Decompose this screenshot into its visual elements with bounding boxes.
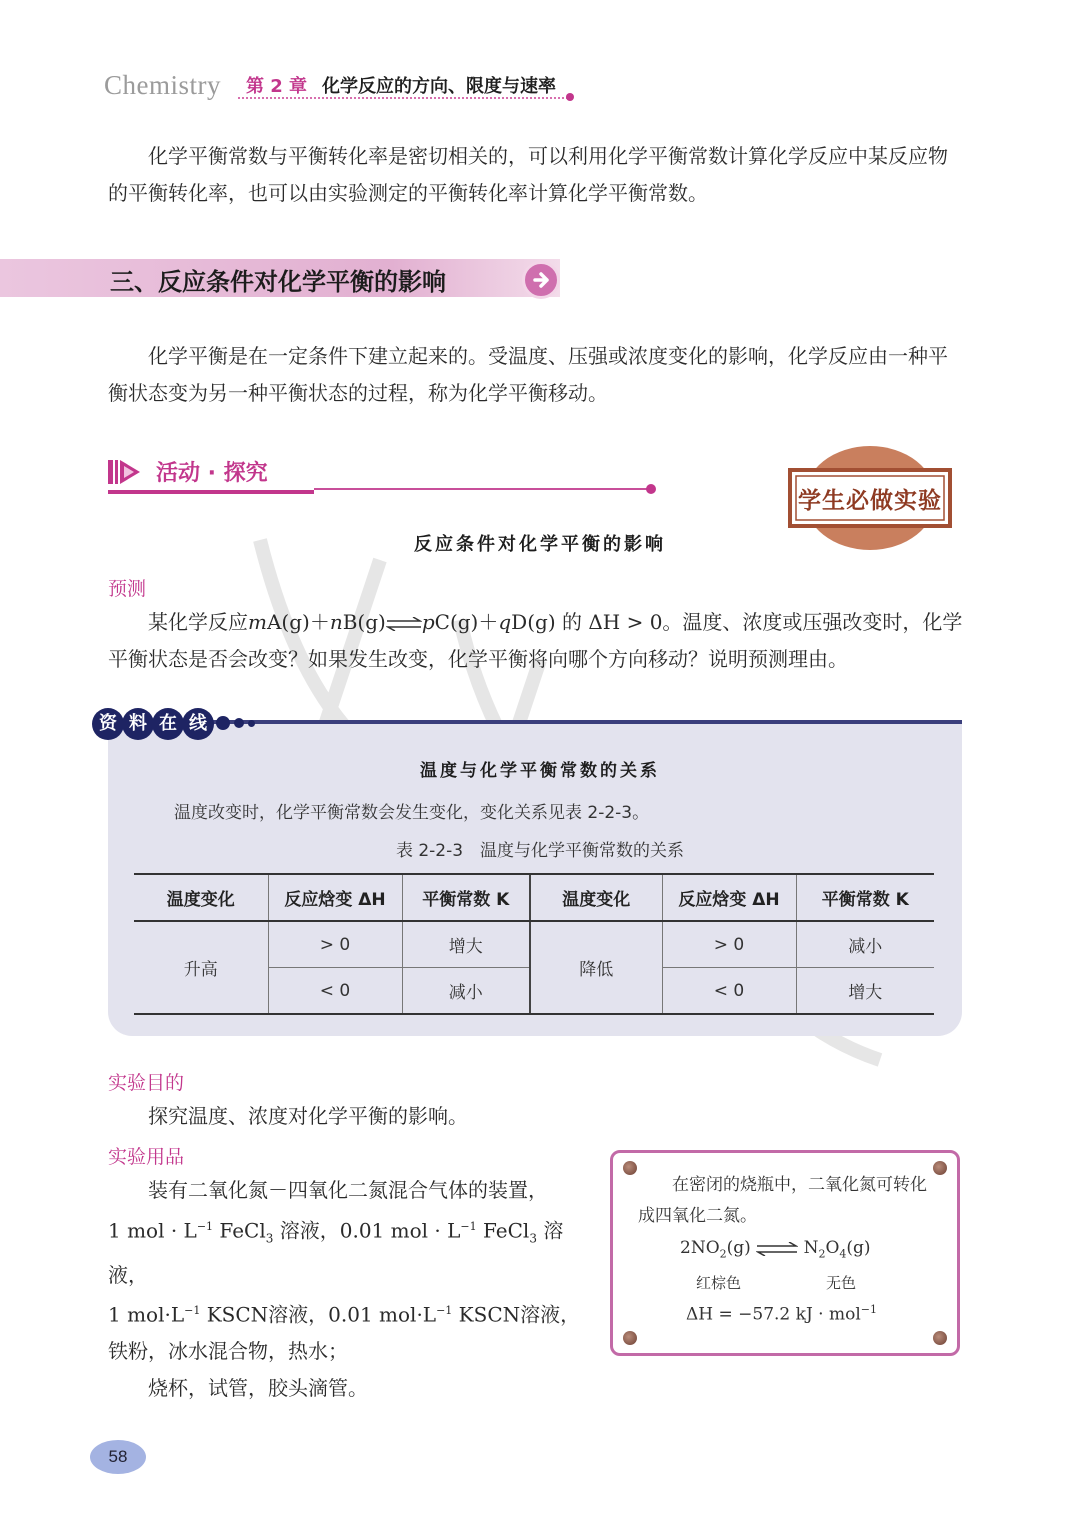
table-cell: 降低	[530, 921, 662, 1014]
table-cell: < 0	[662, 968, 796, 1015]
table-header: 反应焓变 ΔH	[662, 874, 796, 921]
unit: 1 mol·L	[108, 1302, 185, 1327]
side-note-equation: $2NO_2(g)$ $N_2O_4(g)$	[680, 1238, 871, 1261]
solution-label: 溶液，	[108, 1218, 564, 1287]
table-header: 温度变化	[530, 874, 662, 921]
screw-icon	[623, 1161, 637, 1175]
enthalpy-value: ΔH = −57.2 kJ · mol	[686, 1304, 861, 1325]
unit: 0.01 mol · L	[339, 1218, 461, 1243]
equilibrium-arrow-icon	[386, 617, 422, 631]
subject-label: Chemistry	[104, 70, 221, 100]
temperature-k-table	[134, 873, 934, 1015]
materials-line: 1 mol · $L^{-1}$ FeCl$_3$ 溶液，0.01 mol · $L^{-1}$ FeCl$_3$ 溶液，	[108, 1218, 564, 1287]
table-cell: 减小	[402, 968, 530, 1015]
activity-heading: 反应条件对化学平衡的影响	[414, 534, 666, 555]
screw-icon	[933, 1331, 947, 1345]
predict-rest: 的 ΔH > 0。温度、浓度或压强改变时，化学平衡状态是否会改变？如果发生改变，化学平衡将向哪个方向移动？说明预测理由。	[108, 610, 963, 671]
table-header: 平衡常数 K	[796, 874, 934, 921]
activity-underline	[108, 490, 314, 494]
data-online-text: 温度改变时，化学平衡常数会发生变化，变化关系见表 2-2-3。	[174, 803, 650, 823]
materials-label: 实验用品	[108, 1146, 185, 1168]
purpose-text: 探究温度、浓度对化学平衡的影响。	[148, 1104, 468, 1128]
play-icon	[108, 458, 142, 486]
table-row	[134, 921, 934, 968]
header-dot	[566, 93, 574, 101]
table-header: 温度变化	[134, 874, 268, 921]
table-cell: > 0	[268, 921, 402, 968]
table-cell: 减小	[796, 921, 934, 968]
table-header: 反应焓变 ΔH	[268, 874, 402, 921]
materials-line: 烧杯，试管，胶头滴管。	[148, 1375, 368, 1400]
chapter-title: 化学反应的方向、限度与速率	[322, 76, 556, 97]
table-caption: 表 2-2-3 温度与化学平衡常数的关系	[395, 841, 685, 861]
unit: 0.01 mol·L	[328, 1302, 437, 1327]
reaction-equation: mA(g)＋nB(g) pC(g)＋qD(g)	[248, 610, 556, 634]
table-cell: 升高	[134, 921, 268, 1014]
data-online-title: 温度与化学平衡常数的关系	[420, 761, 660, 781]
solution-label: KSCN溶液，	[458, 1302, 581, 1327]
side-note-text: 在密闭的烧瓶中，二氧化氮可转化成四氧化二氮。	[638, 1175, 927, 1226]
purpose-label: 实验目的	[108, 1072, 185, 1094]
section-title: 三、反应条件对化学平衡的影响	[110, 268, 446, 296]
header-divider	[238, 97, 568, 99]
badge-dot	[234, 718, 244, 728]
materials-line: 1 $mol\cdot L^{-1}$ KSCN溶液，0.01 $mol\cdot L^{-1}$ KSCN溶液，	[108, 1302, 581, 1327]
intro-paragraph: 化学平衡常数与平衡转化率是密切相关的，可以利用化学平衡常数计算化学反应中某反应物的平衡转化率，也可以由实验测定的平衡转化率计算化学平衡常数。	[108, 144, 948, 205]
page-number: 58	[90, 1440, 146, 1474]
predict-lead: 某化学反应	[148, 610, 248, 634]
badge-char: 线	[182, 708, 214, 740]
table-header: 平衡常数 K	[402, 874, 530, 921]
color-label-left: 红棕色	[696, 1274, 742, 1292]
badge-char: 在	[152, 708, 184, 740]
predict-label: 预测	[108, 578, 147, 600]
table-cell: 增大	[402, 921, 530, 968]
screw-icon	[933, 1161, 947, 1175]
materials-text	[108, 1172, 588, 1406]
predict-paragraph	[108, 604, 964, 678]
data-online-rule	[208, 720, 962, 724]
materials-line: 铁粉，冰水混合物，热水；	[108, 1339, 348, 1364]
solution-label: KSCN溶液，	[206, 1302, 329, 1327]
activity-dot	[646, 484, 656, 494]
color-label-right: 无色	[826, 1274, 857, 1292]
arrow-right-icon	[522, 261, 560, 299]
chapter-number: 第 2 章	[246, 76, 308, 97]
badge-char: 料	[122, 708, 154, 740]
table-cell: > 0	[662, 921, 796, 968]
table-header-row	[134, 874, 934, 921]
activity-rule	[314, 488, 650, 490]
badge-dot	[248, 720, 255, 727]
enthalpy-change: ΔH = −57.2 kJ · mol$^{-1}$	[686, 1303, 877, 1325]
table-cell: < 0	[268, 968, 402, 1015]
table-cell: 增大	[796, 968, 934, 1015]
materials-line: 装有二氧化氮－四氧化二氮混合气体的装置，	[148, 1178, 548, 1202]
badge-dot	[216, 716, 230, 730]
stamp-text: 学生必做实验	[798, 487, 942, 514]
solution-label: 溶液，	[279, 1218, 340, 1243]
screw-icon	[623, 1331, 637, 1345]
section-paragraph: 化学平衡是在一定条件下建立起来的。受温度、压强或浓度变化的影响，化学反应由一种平衡状态变为另一种平衡状态的过程，称为化学平衡移动。	[108, 344, 948, 405]
equilibrium-arrow-icon	[756, 1242, 798, 1256]
activity-title: 活动 · 探究	[156, 461, 268, 486]
unit: 1 mol · L	[108, 1218, 197, 1243]
badge-char: 资	[92, 708, 124, 740]
data-online-badge	[92, 708, 216, 740]
